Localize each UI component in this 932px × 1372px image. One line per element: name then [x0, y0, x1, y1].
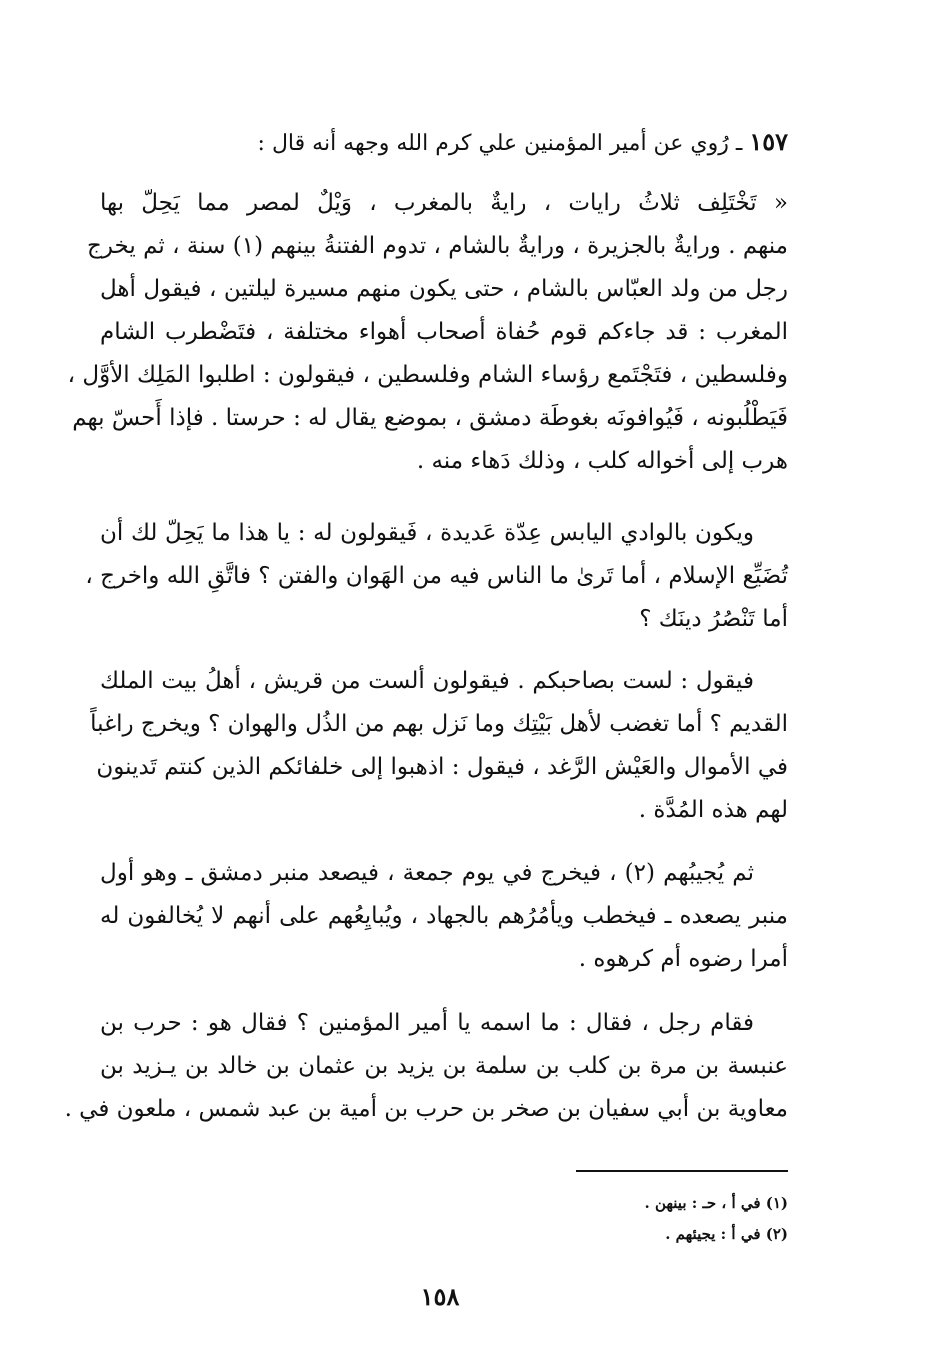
paragraph-line: منهم . ورايةٌ بالجزيرة ، ورايةٌ بالشام ، تدوم الفتنةُ بينهم (١) سنة ، ثم يخرج	[87, 233, 788, 259]
paragraph-line: القديم ؟ أما تغضب لأهل بَيْتِك وما نَزل بهم من الذُل والهوان ؟ ويخرج راغباً	[90, 711, 788, 737]
paragraph-line: أما تَنْصُرُ دينَك ؟	[639, 606, 788, 632]
narration-intro: ـ رُوي عن أمير المؤمنين علي كرم الله وجهه أنه قال :	[257, 131, 743, 156]
paragraph-line: عنبسة بن مرة بن كلب بن سلمة بن يزيد بن عثمان بن خالد بن يـزيد بن	[100, 1053, 788, 1079]
paragraph-5	[64, 1002, 788, 1131]
narration-number: ١٥٧	[749, 127, 788, 156]
narration-heading	[168, 122, 788, 164]
paragraph-line: فقام رجل ، فقال : ما اسمه يا أمير المؤمنين ؟ فقال هو : حرب بن	[100, 1010, 754, 1036]
paragraph-line: هرب إلى أخواله كلب ، وذلك دَهاء منه .	[416, 448, 788, 474]
paragraph-line: فَيَطْلُبونه ، فَيُوافونَه بغوطَة دمشق ، بموضع يقال له : حرستا . فإذا أَحسّ بهم	[72, 405, 788, 431]
paragraph-line: في الأموال والعَيْش الرَّغد ، فيقول : اذهبوا إلى خلفائكم الذين كنتم تَدينون	[96, 754, 788, 780]
paragraph-2	[85, 512, 788, 641]
footnote-1: (١) في أ ، حـ : بينهن .	[644, 1194, 788, 1212]
paragraph-line: فيقول : لست بصاحبكم . فيقولون ألست من قريش ، أهلُ بيت الملك	[100, 668, 754, 694]
paragraph-3	[90, 660, 788, 832]
paragraph-line: ثم يُجيبُهم (٢) ، فيخرج في يوم جمعة ، فيصعد منبر دمشق ـ وهو أول	[100, 860, 754, 886]
paragraph-1	[67, 182, 788, 483]
footnote-2: (٢) في أ : يجيئهم .	[665, 1225, 788, 1243]
paragraph-line: رجل من ولد العبّاس بالشام ، حتى يكون منهم مسيرة ليلتين ، فيقول أهل	[100, 276, 788, 302]
page-number: ١٥٨	[420, 1282, 460, 1311]
footnote-divider	[576, 1170, 788, 1172]
paragraph-line: لهم هذه المُدَّة .	[638, 797, 788, 823]
footnotes	[388, 1188, 788, 1250]
paragraph-line: وفلسطين ، فتَجْتَمع رؤساء الشام وفلسطين ، فيقولون : اطلبوا المَلِك الأوَّل ،	[67, 362, 788, 388]
paragraph-4	[100, 852, 788, 981]
paragraph-line: أمرا رضوه أم كرهوه .	[578, 946, 788, 972]
paragraph-line: تُضَيِّع الإسلام ، أما تَرىٰ ما الناس فيه من الهَوان والفتن ؟ فاتَّقِ الله واخرج ،	[85, 563, 788, 589]
paragraph-line: المغرب : قد جاءكم قوم حُفاة أصحاب أهواء مختلفة ، فتَضْطرب الشام	[100, 319, 788, 345]
paragraph-line: معاوية بن أبي سفيان بن صخر بن حرب بن أمية بن عبد شمس ، ملعون في .	[64, 1096, 788, 1122]
paragraph-line: منبر يصعده ـ فيخطب ويأمُرُهم بالجهاد ، ويُبايِعُهم على أنهم لا يُخالفون له	[100, 903, 788, 929]
paragraph-line: ويكون بالوادي اليابس عِدّة عَديدة ، فَيقولون له : يا هذا ما يَحِلّ لك أن	[100, 520, 754, 546]
paragraph-line: « تَخْتَلِف ثلاثُ رايات ، رايةٌ بالمغرب ، وَيْلٌ لمصر مما يَحِلّ بها	[100, 190, 788, 216]
